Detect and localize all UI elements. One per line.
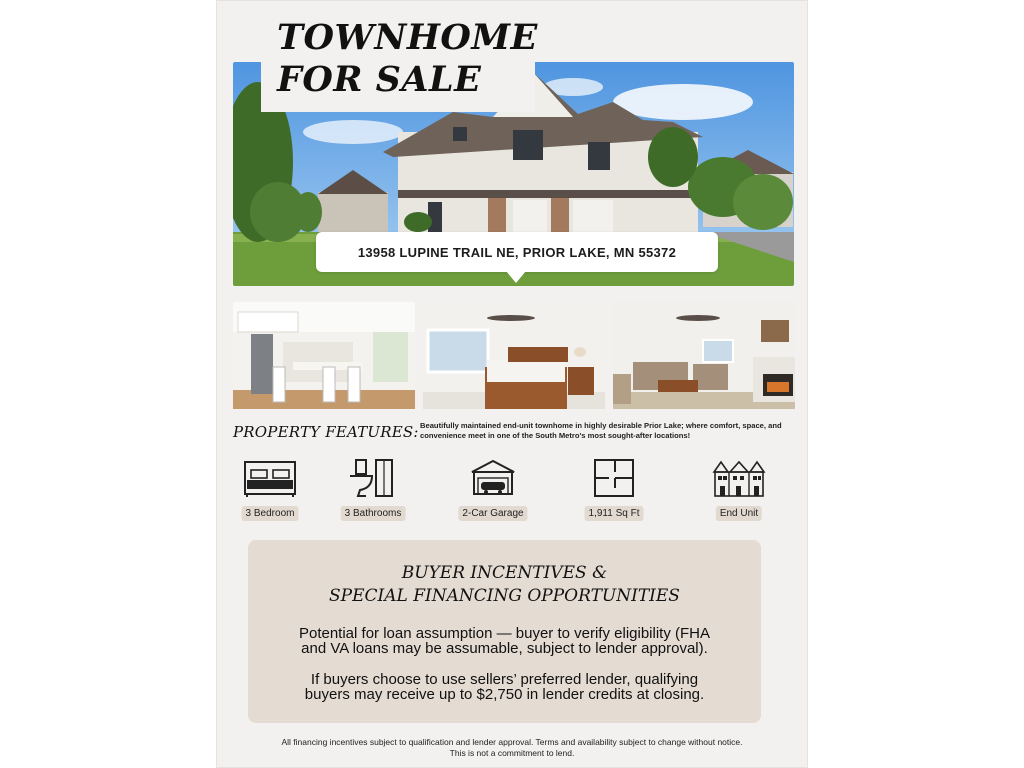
- flyer: [216, 0, 808, 768]
- incentives-paragraph-1-line-1: Potential for loan assumption — buyer to verify eligibility (FHA: [298, 625, 710, 642]
- incentives-paragraph-2-line-1: If buyers choose to use sellers’ preferred lender, qualifying: [310, 671, 699, 688]
- toilet-icon: [346, 458, 400, 498]
- feature-square-feet: [564, 458, 664, 519]
- disclaimer-line-2: This is not a commitment to lend.: [449, 748, 575, 758]
- kitchen-photo: [233, 302, 415, 409]
- incentives-title-line-1: BUYER INCENTIVES &: [401, 563, 608, 583]
- feature-label: 3 Bedroom: [242, 506, 299, 521]
- features-description: Beautifully maintained end-unit townhome in highly desirable Prior Lake; where comfort, space, and convenience meet in one of the South Metro's most sought-after locations!: [420, 421, 782, 440]
- address-pointer: [506, 271, 526, 283]
- floor-plan-icon: [587, 458, 641, 498]
- incentives-paragraph-2-line-2: buyers may receive up to $2,750 in lender credits at closing.: [304, 686, 705, 703]
- incentives-title-line-2: SPECIAL FINANCING OPPORTUNITIES: [329, 586, 680, 606]
- living-room-photo: [613, 302, 795, 409]
- feature-label: 1,911 Sq Ft: [585, 506, 644, 521]
- address-pill: 13958 LUPINE TRAIL NE, PRIOR LAKE, MN 55372: [316, 232, 718, 272]
- feature-garage: [443, 458, 543, 519]
- title-line-2: FOR SALE: [277, 59, 482, 100]
- feature-label: End Unit: [716, 506, 762, 521]
- incentives-box: [248, 540, 761, 723]
- feature-end-unit: [689, 458, 789, 519]
- bedroom-photo: [423, 302, 605, 409]
- garage-icon: [466, 458, 520, 498]
- townhouse-row-icon: [712, 458, 766, 498]
- disclaimer-line-1: All financing incentives subject to qualification and lender approval. Terms and availability subject to change without notice.: [281, 737, 743, 747]
- feature-label: 3 Bathrooms: [341, 506, 406, 521]
- bed-icon: [243, 458, 297, 498]
- feature-bathrooms: [323, 458, 423, 519]
- title-line-1: TOWNHOME: [277, 17, 538, 58]
- incentives-paragraph-1-line-2: and VA loans may be assumable, subject to lender approval).: [301, 640, 708, 657]
- feature-label: 2-Car Garage: [458, 506, 527, 521]
- feature-bedroom: [220, 458, 320, 519]
- features-heading: PROPERTY FEATURES:: [233, 423, 419, 441]
